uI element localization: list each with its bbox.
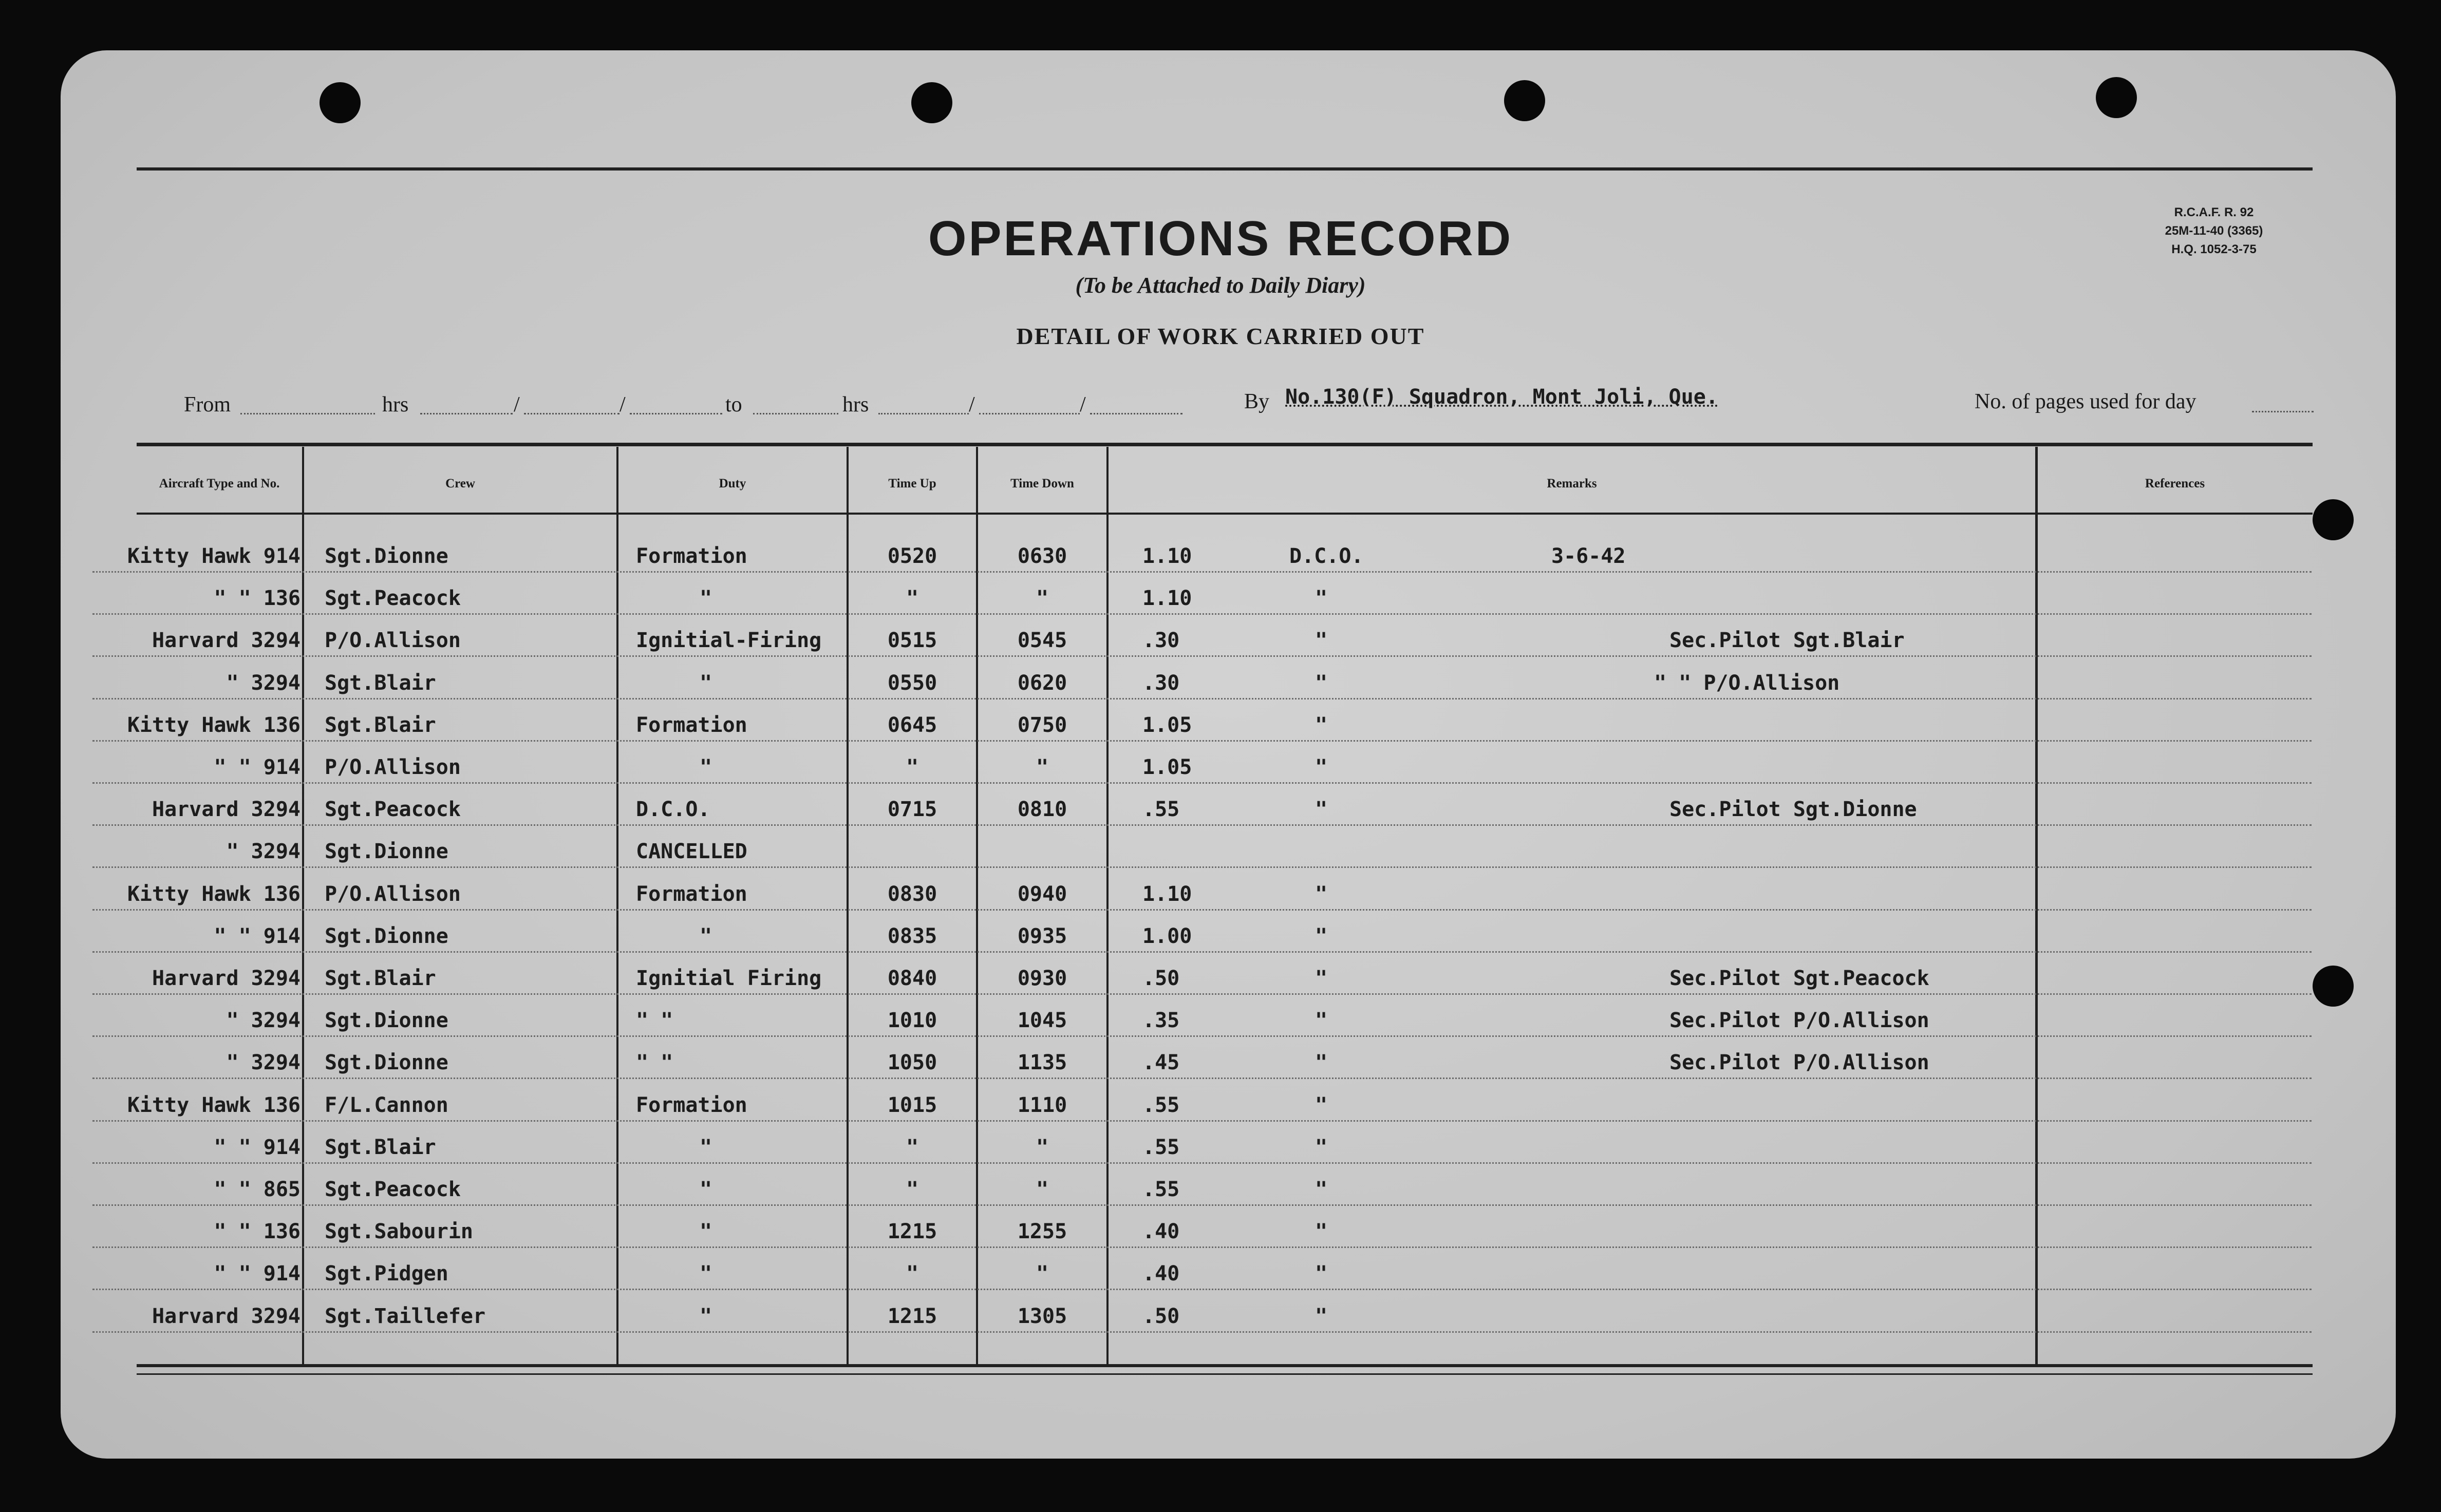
cell-date: 3-6-42	[1551, 544, 1626, 568]
to-label: to	[725, 393, 742, 417]
col-header-time-down: Time Down	[1010, 477, 1074, 490]
cell-time-down: 0545	[1017, 629, 1067, 653]
cell-aircraft: " " 914	[214, 924, 301, 948]
cell-note: Sec.Pilot Sgt.Dionne	[1669, 798, 1917, 822]
cell-aircraft: " " 136	[214, 587, 301, 611]
cell-time-down: 1045	[1017, 1009, 1067, 1033]
cell-time-up: 0515	[887, 629, 937, 653]
cell-remark: "	[1315, 671, 1328, 695]
cell-duration: .50	[1142, 967, 1180, 990]
col-divider	[1106, 447, 1109, 1365]
to-hrs-field	[878, 413, 969, 414]
cell-crew: P/O.Allison	[325, 629, 461, 653]
cell-duration: .50	[1142, 1304, 1180, 1328]
cell-time-up: "	[906, 1262, 919, 1286]
row-rule	[92, 909, 2312, 911]
cell-duration: 1.05	[1142, 755, 1192, 779]
cell-remark: "	[1315, 924, 1328, 948]
cell-note: Sec.Pilot Sgt.Blair	[1669, 629, 1905, 653]
col-header-remarks: Remarks	[1547, 477, 1597, 490]
cell-aircraft: " " 914	[214, 1135, 301, 1159]
cell-remark: "	[1315, 1135, 1328, 1159]
cell-time-down: "	[1036, 1135, 1049, 1159]
cell-time-down: "	[1036, 1262, 1049, 1286]
cell-duty: "	[699, 1135, 712, 1159]
cell-duty: "	[699, 1178, 712, 1201]
cell-time-up: 0835	[887, 924, 937, 948]
from-date-field	[524, 413, 619, 414]
row-rule	[92, 993, 2312, 995]
col-divider	[2035, 447, 2038, 1365]
hrs-label: hrs	[382, 393, 409, 417]
cell-aircraft: " " 914	[214, 1262, 301, 1286]
col-header-crew: Crew	[445, 477, 475, 490]
cell-time-up: 0830	[887, 882, 937, 906]
cell-aircraft: Harvard 3294	[152, 1304, 301, 1328]
cell-crew: Sgt.Blair	[325, 671, 436, 695]
row-rule	[92, 571, 2312, 573]
row-rule	[92, 655, 2312, 657]
cell-time-down: 0935	[1017, 924, 1067, 948]
row-rule	[92, 1204, 2312, 1206]
punch-hole	[2313, 966, 2354, 1007]
col-header-time-up: Time Up	[888, 477, 936, 490]
col-header-duty: Duty	[719, 477, 746, 490]
cell-remark: "	[1315, 1262, 1328, 1286]
cell-note: " " P/O.Allison	[1654, 671, 1840, 695]
cell-time-up: 0645	[887, 713, 937, 737]
cell-time-up: 1010	[887, 1009, 937, 1033]
cell-remark: "	[1315, 967, 1328, 990]
cell-crew: Sgt.Peacock	[325, 587, 461, 611]
cell-crew: Sgt.Dionne	[325, 924, 448, 948]
cell-time-up: "	[906, 1178, 919, 1201]
row-rule	[92, 1162, 2312, 1164]
cell-remark: D.C.O.	[1289, 544, 1364, 568]
cell-time-down: 1305	[1017, 1304, 1067, 1328]
cell-duty: "	[699, 924, 712, 948]
cell-time-down: 0930	[1017, 967, 1067, 990]
cell-time-up: 0520	[887, 544, 937, 568]
punch-hole	[1504, 80, 1545, 121]
punch-hole	[911, 82, 952, 123]
cell-crew: Sgt.Taillefer	[325, 1304, 486, 1328]
col-divider	[302, 447, 304, 1365]
cell-duty: CANCELLED	[636, 840, 747, 864]
page-title: OPERATIONS RECORD	[928, 211, 1513, 266]
cell-crew: Sgt.Blair	[325, 967, 436, 990]
cell-time-up: 0840	[887, 967, 937, 990]
cell-remark: "	[1315, 587, 1328, 611]
cell-remark: "	[1315, 1178, 1328, 1201]
cell-crew: Sgt.Blair	[325, 1135, 436, 1159]
cell-remark: "	[1315, 882, 1328, 906]
row-rule	[92, 824, 2312, 826]
cell-aircraft: " 3294	[226, 671, 301, 695]
cell-remark: "	[1315, 1051, 1328, 1075]
cell-duration: .45	[1142, 1051, 1180, 1075]
row-rule	[92, 782, 2312, 784]
cell-duration: 1.10	[1142, 587, 1192, 611]
cell-aircraft: " " 865	[214, 1178, 301, 1201]
cell-time-up: 1015	[887, 1093, 937, 1117]
cell-duty: Ignitial-Firing	[636, 629, 822, 653]
cell-aircraft: Kitty Hawk 914	[127, 544, 301, 568]
cell-remark: "	[1315, 1093, 1328, 1117]
cell-time-up: "	[906, 1135, 919, 1159]
row-rule	[92, 613, 2312, 615]
row-rule	[92, 740, 2312, 742]
cell-crew: Sgt.Blair	[325, 713, 436, 737]
to-year-field	[1090, 413, 1182, 414]
pages-field	[2252, 411, 2314, 412]
cell-duration: 1.10	[1142, 882, 1192, 906]
cell-duty: "	[699, 671, 712, 695]
cell-crew: Sgt.Dionne	[325, 544, 448, 568]
cell-duty: D.C.O.	[636, 798, 710, 822]
by-label: By	[1244, 390, 1270, 413]
punch-hole	[2313, 499, 2354, 540]
cell-time-up: "	[906, 755, 919, 779]
cell-time-down: 0620	[1017, 671, 1067, 695]
cell-duration: .30	[1142, 671, 1180, 695]
cell-duty: Formation	[636, 713, 747, 737]
cell-aircraft: Harvard 3294	[152, 967, 301, 990]
row-rule	[92, 1035, 2312, 1037]
cell-time-up: 1215	[887, 1304, 937, 1328]
punch-hole	[2096, 77, 2137, 118]
cell-duration: .35	[1142, 1009, 1180, 1033]
top-rule	[137, 167, 2313, 171]
cell-crew: Sgt.Sabourin	[325, 1220, 473, 1244]
cell-duration: .55	[1142, 798, 1180, 822]
cell-duration: 1.00	[1142, 924, 1192, 948]
slash-divider: /	[1080, 393, 1086, 417]
to-field	[753, 413, 838, 414]
from-year-field	[630, 413, 722, 414]
cell-duration: .40	[1142, 1262, 1180, 1286]
cell-remark: "	[1315, 798, 1328, 822]
from-hrs-field	[420, 413, 513, 414]
cell-remark: "	[1315, 713, 1328, 737]
cell-crew: Sgt.Pidgen	[325, 1262, 448, 1286]
cell-duty: "	[699, 587, 712, 611]
squadron-value: No.130(F) Squadron, Mont Joli, Que.	[1285, 385, 1718, 409]
row-rule	[92, 698, 2312, 700]
cell-aircraft: " " 914	[214, 755, 301, 779]
cell-remark: "	[1315, 1220, 1328, 1244]
row-rule	[92, 866, 2312, 868]
cell-time-down: 1255	[1017, 1220, 1067, 1244]
cell-note: Sec.Pilot P/O.Allison	[1669, 1009, 1929, 1033]
cell-time-down: 1110	[1017, 1093, 1067, 1117]
cell-aircraft: " " 136	[214, 1220, 301, 1244]
table-bottom-rule-2	[137, 1373, 2313, 1375]
cell-crew: Sgt.Dionne	[325, 1051, 448, 1075]
cell-remark: "	[1315, 1304, 1328, 1328]
detail-heading: DETAIL OF WORK CARRIED OUT	[1016, 323, 1425, 349]
cell-duty: Formation	[636, 882, 747, 906]
cell-duration: .40	[1142, 1220, 1180, 1244]
cell-aircraft: " 3294	[226, 1009, 301, 1033]
form-code-line: R.C.A.F. R. 92	[2174, 205, 2254, 219]
row-rule	[92, 951, 2312, 953]
cell-duration: 1.10	[1142, 544, 1192, 568]
cell-crew: Sgt.Dionne	[325, 840, 448, 864]
cell-time-up: 1050	[887, 1051, 937, 1075]
cell-crew: P/O.Allison	[325, 882, 461, 906]
from-label: From	[184, 393, 231, 417]
from-field	[240, 413, 375, 414]
row-rule	[92, 1078, 2312, 1079]
cell-time-down: "	[1036, 1178, 1049, 1201]
cell-duty: "	[699, 755, 712, 779]
cell-duty: Formation	[636, 1093, 747, 1117]
table-bottom-rule	[137, 1364, 2313, 1367]
cell-duration: 1.05	[1142, 713, 1192, 737]
cell-time-down: 0630	[1017, 544, 1067, 568]
cell-time-up: "	[906, 587, 919, 611]
cell-note: Sec.Pilot P/O.Allison	[1669, 1051, 1929, 1075]
cell-duty: "	[699, 1304, 712, 1328]
slash-divider: /	[514, 393, 520, 417]
form-code-line: H.Q. 1052-3-75	[2171, 242, 2257, 256]
col-header-aircraft: Aircraft Type and No.	[159, 477, 280, 490]
slash-divider: /	[619, 393, 626, 417]
cell-aircraft: " 3294	[226, 1051, 301, 1075]
cell-time-up: 1215	[887, 1220, 937, 1244]
cell-time-up: 0550	[887, 671, 937, 695]
cell-duty: "	[699, 1220, 712, 1244]
cell-crew: Sgt.Dionne	[325, 1009, 448, 1033]
cell-crew: F/L.Cannon	[325, 1093, 448, 1117]
cell-duration: .55	[1142, 1135, 1180, 1159]
cell-note: Sec.Pilot Sgt.Peacock	[1669, 967, 1929, 990]
cell-crew: P/O.Allison	[325, 755, 461, 779]
punch-hole	[320, 82, 361, 123]
col-header-references: References	[2145, 477, 2205, 490]
cell-time-down: "	[1036, 587, 1049, 611]
cell-duty: Ignitial Firing	[636, 967, 822, 990]
cell-remark: "	[1315, 755, 1328, 779]
cell-remark: "	[1315, 1009, 1328, 1033]
cell-aircraft: " 3294	[226, 840, 301, 864]
cell-time-down: 1135	[1017, 1051, 1067, 1075]
row-rule	[92, 1289, 2312, 1290]
table-top-rule	[137, 443, 2313, 446]
cell-aircraft: Kitty Hawk 136	[127, 1093, 301, 1117]
cell-duty: " "	[636, 1009, 673, 1033]
slash-divider: /	[969, 393, 975, 417]
cell-duty: " "	[636, 1051, 673, 1075]
cell-duration: .30	[1142, 629, 1180, 653]
cell-time-down: 0940	[1017, 882, 1067, 906]
cell-aircraft: Kitty Hawk 136	[127, 713, 301, 737]
cell-time-down: 0750	[1017, 713, 1067, 737]
cell-remark: "	[1315, 629, 1328, 653]
to-date-field	[979, 413, 1080, 414]
cell-duration: .55	[1142, 1093, 1180, 1117]
hrs-label: hrs	[842, 393, 869, 417]
cell-crew: Sgt.Peacock	[325, 1178, 461, 1201]
cell-crew: Sgt.Peacock	[325, 798, 461, 822]
row-rule	[92, 1120, 2312, 1122]
header-bottom-rule	[137, 513, 2313, 515]
row-rule	[92, 1331, 2312, 1333]
form-code-line: 25M-11-40 (3365)	[2165, 224, 2263, 238]
pages-label: No. of pages used for day	[1975, 390, 2196, 413]
cell-aircraft: Harvard 3294	[152, 629, 301, 653]
cell-duty: Formation	[636, 544, 747, 568]
cell-duration: .55	[1142, 1178, 1180, 1201]
page-subtitle: (To be Attached to Daily Diary)	[1075, 273, 1366, 298]
row-rule	[92, 1246, 2312, 1248]
cell-time-up: 0715	[887, 798, 937, 822]
cell-time-down: 0810	[1017, 798, 1067, 822]
cell-aircraft: Harvard 3294	[152, 798, 301, 822]
cell-aircraft: Kitty Hawk 136	[127, 882, 301, 906]
cell-duty: "	[699, 1262, 712, 1286]
cell-time-down: "	[1036, 755, 1049, 779]
